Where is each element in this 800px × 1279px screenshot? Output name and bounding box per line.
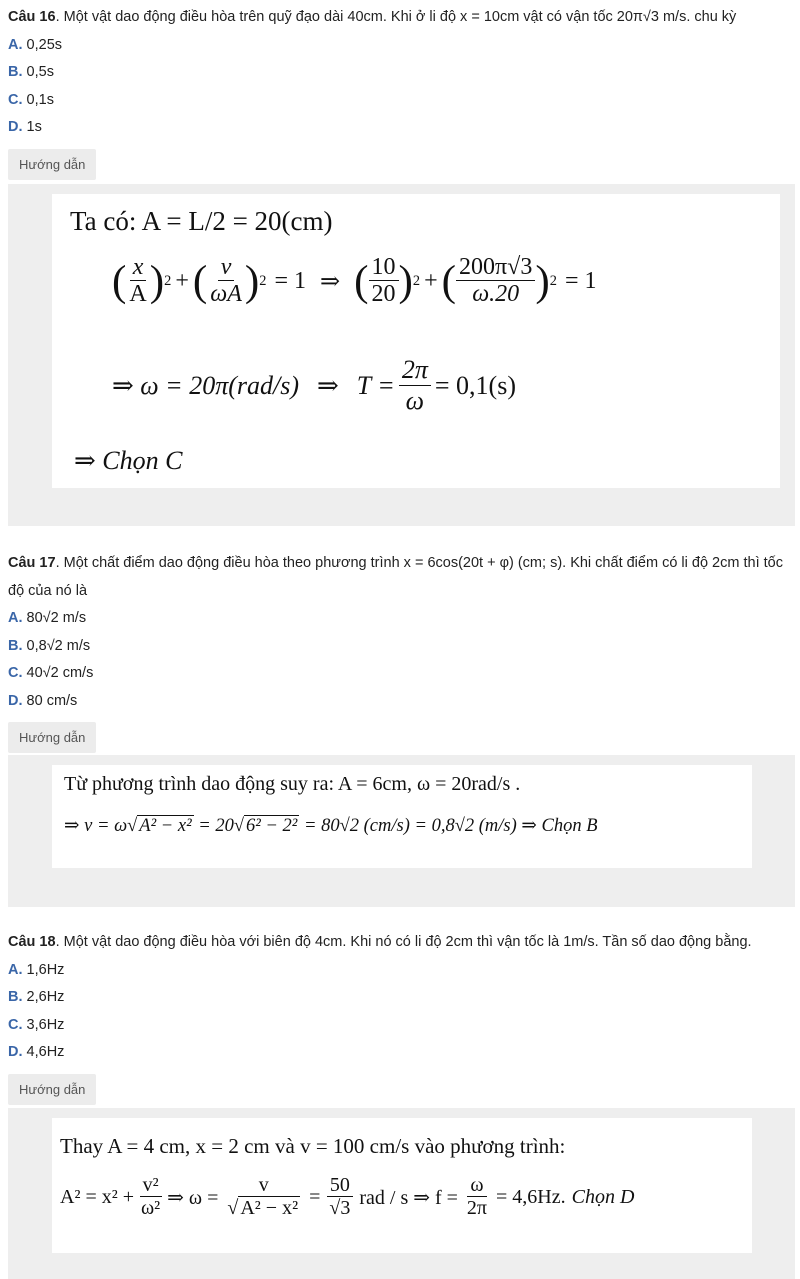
option-d: D. 4,6Hz — [8, 1044, 65, 1060]
option-d: D. 1s — [8, 119, 42, 135]
question-17-label: Câu 17 — [8, 555, 56, 571]
solution-image-18 — [52, 1118, 752, 1253]
option-a: A. 80√2 m/s — [8, 610, 87, 626]
question-16-text: Câu 16. Một vật dao động điều hòa trên quỹ đạo dài 40cm. Khi ở li độ x = 10cm vật có vận tốc 20π√3 m/s. chu kỳ — [8, 9, 737, 25]
solution-line: Từ phương trình dao động suy ra: A = 6cm, ω = 20rad/s . — [64, 773, 521, 795]
solution-image-17 — [52, 765, 752, 868]
solution-panel-16 — [8, 184, 795, 526]
option-b: B. 0,5s — [8, 64, 54, 80]
solution-panel-18 — [8, 1108, 795, 1279]
question-18 — [8, 929, 796, 1105]
option-a: A. 1,6Hz — [8, 961, 65, 978]
guide-button[interactable]: Hướng dẫn — [8, 722, 96, 753]
solution-image-16 — [52, 194, 780, 488]
solution-line: Ta có: A = L/2 = 20(cm) — [70, 206, 333, 236]
guide-button[interactable]: Hướng dẫn — [8, 149, 96, 180]
solution-line: Thay A = 4 cm, x = 2 cm và v = 100 cm/s vào phương trình: — [60, 1134, 566, 1158]
option-d: D. 80 cm/s — [8, 692, 78, 709]
question-17 — [8, 550, 796, 753]
option-b: B. 2,6Hz — [8, 989, 65, 1005]
question-18-label: Câu 18 — [8, 934, 56, 950]
solution-equation: ( $\frac{x}{A}$ ) 2 + ( $\frac{v}{\omega A}$ ) 2 = 1 ⇒ ( $\frac{10}{20}$ ) 2 + ( $\frac{200\pi√3}{\omega.20}$ ) 2 = 1 — [112, 254, 597, 308]
solution-equation: A² = x² + $\frac{\text{v²}}{\text{ω²}}$ ⇒ ω = $\frac{v}{\text{√ A² − x²}}$ = $\frac{50}{√3}$ rad / s ⇒ f = $\frac{\omega}{2\pi}$ = 4,6Hz. Chọn D — [60, 1174, 635, 1219]
option-c: C. 40√2 cm/s — [8, 665, 94, 681]
option-a: A. 0,25s — [8, 36, 63, 53]
option-c: C. 3,6Hz — [8, 1016, 65, 1033]
question-18-text: Câu 18. Một vật dao động điều hòa với biên độ 4cm. Khi nó có li độ 2cm thì vận tốc là 1m/s. Tần số dao động bằng. — [8, 934, 752, 950]
solution-equation: ⇒ ω = 20π(rad/s) ⇒ T = $\frac{2\pi}{\omega}$ = 0,1(s) — [112, 355, 516, 415]
question-17-text: Câu 17. Một chất điểm dao động điều hòa theo phương trình x = 6cos(20t + φ) (cm; s). Khi chất điểm có li độ 2cm thì tốc độ của nó là — [8, 555, 783, 599]
solution-panel-17 — [8, 755, 795, 907]
option-c: C. 0,1s — [8, 91, 54, 108]
option-b: B. 0,8√2 m/s — [8, 637, 91, 654]
solution-line: ⇒ Chọn C — [74, 446, 183, 475]
guide-button[interactable]: Hướng dẫn — [8, 1074, 96, 1105]
question-16-label: Câu 16 — [8, 9, 56, 25]
question-16 — [8, 4, 796, 180]
solution-equation: ⇒ v = ω√ A² − x² = 20√ 6² − 2² = 80√2 (cm/s) = 0,8√2 (m/s) ⇒ Chọn B — [64, 816, 598, 836]
